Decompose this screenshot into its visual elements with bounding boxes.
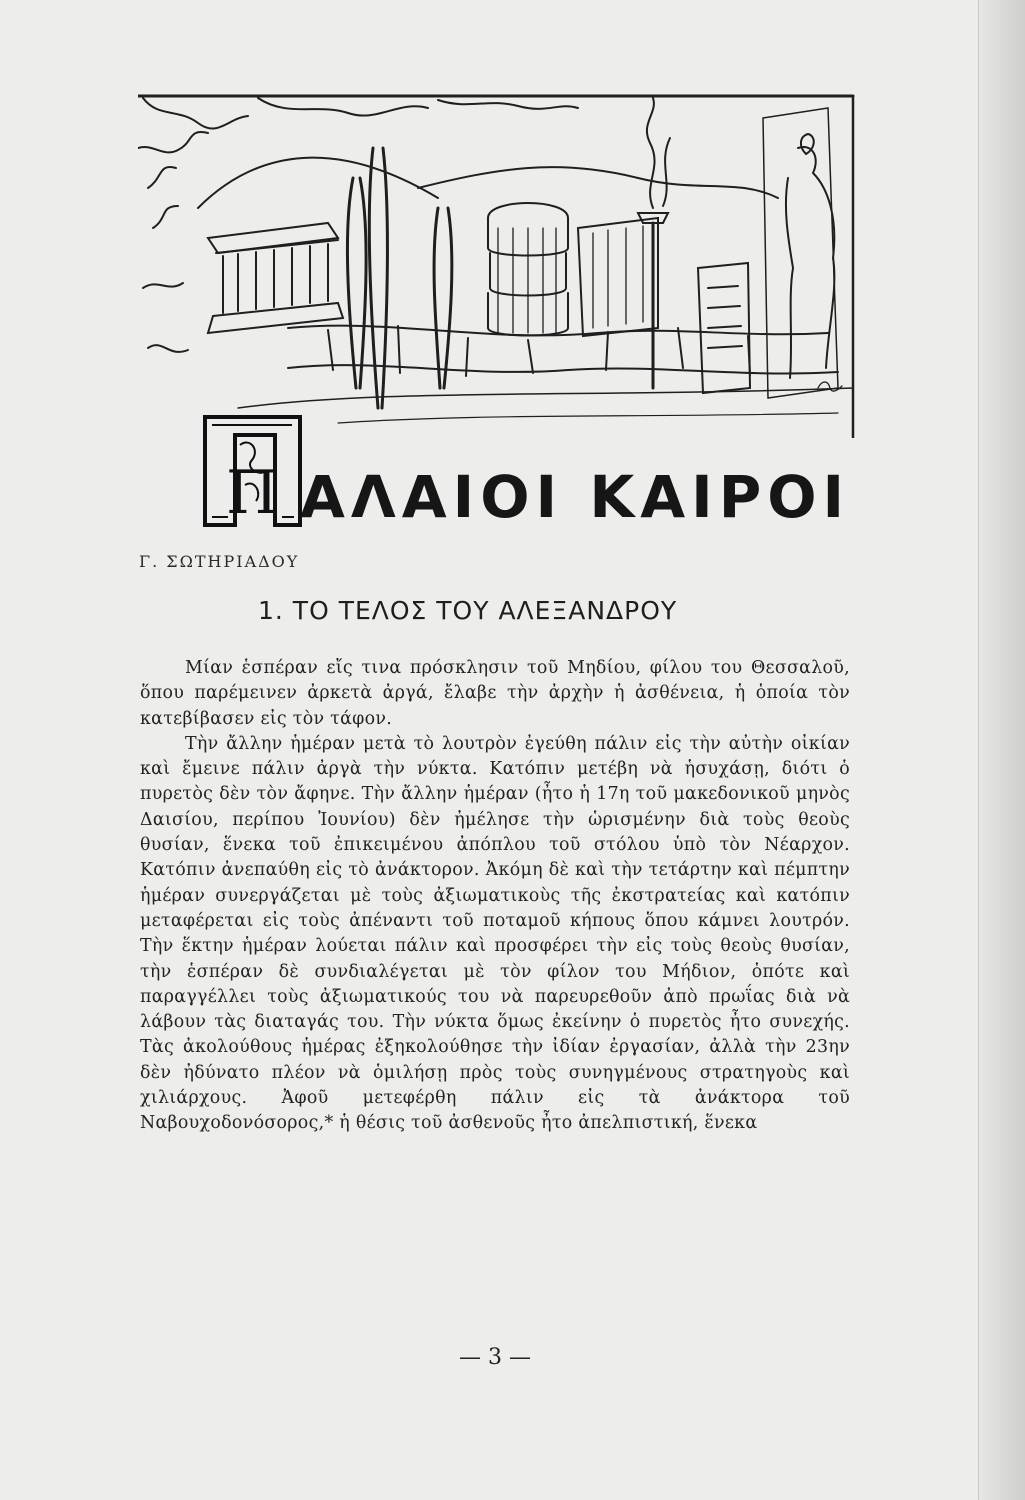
- page-number: — 3 —: [459, 1345, 531, 1370]
- body-text: [140, 656, 850, 1137]
- header-illustration: [138, 88, 858, 438]
- decorated-initial-pi: [200, 405, 310, 530]
- paragraph-1: Μίαν ἑσπέραν εἴς τινα πρόσκλησιν τοῦ Μηδίου, φίλου του Θεσσαλοῦ, ὅπου παρέμεινεν ἀρκετὰ ἀργά, ἔλαβε τὴν ἀρχὴν ἡ ἀσθένεια, ἡ ὁποία τὸν κατεβίβασεν εἰς τὸν τάφον.: [140, 658, 850, 729]
- author-byline: Γ. ΣΩΤΗΡΙΑΔΟΥ: [139, 552, 300, 571]
- chapter-title: 1. ΤΟ ΤΕΛΟΣ ΤΟΥ ΑΛΕΞΑΝΔΡΟΥ: [258, 596, 678, 625]
- headline-text: ΑΛΑΙΟΙ ΚΑΙΡΟΙ: [300, 463, 851, 531]
- paragraph-2: Τὴν ἄλλην ἡμέραν μετὰ τὸ λουτρὸν ἐγεύθη πάλιν εἰς τὴν αὐτὴν οἰκίαν καὶ ἔμεινε πάλιν ἀργὰ τὴν νύκτα. Κατόπιν μετέβη νὰ ἡσυχάσῃ, διότι ὁ πυρετὸς δὲν τὸν ἄφηνε. Τὴν ἄλλην ἡμέραν (ἦτο ἡ 17η τοῦ μακεδονικοῦ μηνὸς Δαισίου, περίπου Ἰουνίου) δὲν ἠμέλησε τὴν ὡρισμένην διὰ τοὺς θεοὺς θυσίαν, ἕνεκα τοῦ ἐπικειμένου ἀπόπλου τοῦ στόλου ὑπὸ τὸν Νέαρχον. Κατόπιν ἀνεπαύθη εἰς τὸ ἀνάκτορον. Ἀκόμη δὲ καὶ τὴν τετάρτην καὶ πέμπτην ἡμέραν συνεργάζεται μὲ τοὺς ἀξιωματικοὺς τῆς ἐκστρατείας καὶ κατόπιν μεταφέρεται εἰς τοὺς ἀπέναντι τοῦ ποταμοῦ κήπους ὅπου κάμνει λουτρόν. Τὴν ἕκτην ἡμέραν λούεται πάλιν καὶ προσφέρει τὴν εἰς τοὺς θεοὺς θυσίαν, τὴν ἑσπέραν δὲ συνδιαλέγεται μὲ τὸν φίλον του Μήδιον, ὁπότε καὶ παραγγέλλει τοὺς ἀξιωματικούς του νὰ παρευρεθοῦν ἀπὸ πρωΐας διὰ νὰ λάβουν τὰς διαταγάς του. Τὴν νύκτα ὅμως ἐκείνην ὁ πυρετὸς ἦτο συνεχής. Τὰς ἀκολούθους ἡμέρας ἐξηκολούθησε τὴν ἰδίαν ἐργασίαν, ἀλλὰ τὴν 23ην δὲν ἠδύνατο πλέον νὰ ὁμιλήσῃ πρὸς τοὺς συνηγμένους στρατηγοὺς καὶ χιλιάρχους. Ἀφοῦ μετεφέρθη πάλιν εἰς τὰ ἀνάκτορα τοῦ Ναβουχοδονόσορος,* ἡ θέσις τοῦ ἀσθενοῦς ἦτο ἀπελπιστική, ἕνεκα: [140, 733, 850, 1134]
- initial-letter: Π: [226, 458, 279, 528]
- page-edge: [978, 0, 1025, 1500]
